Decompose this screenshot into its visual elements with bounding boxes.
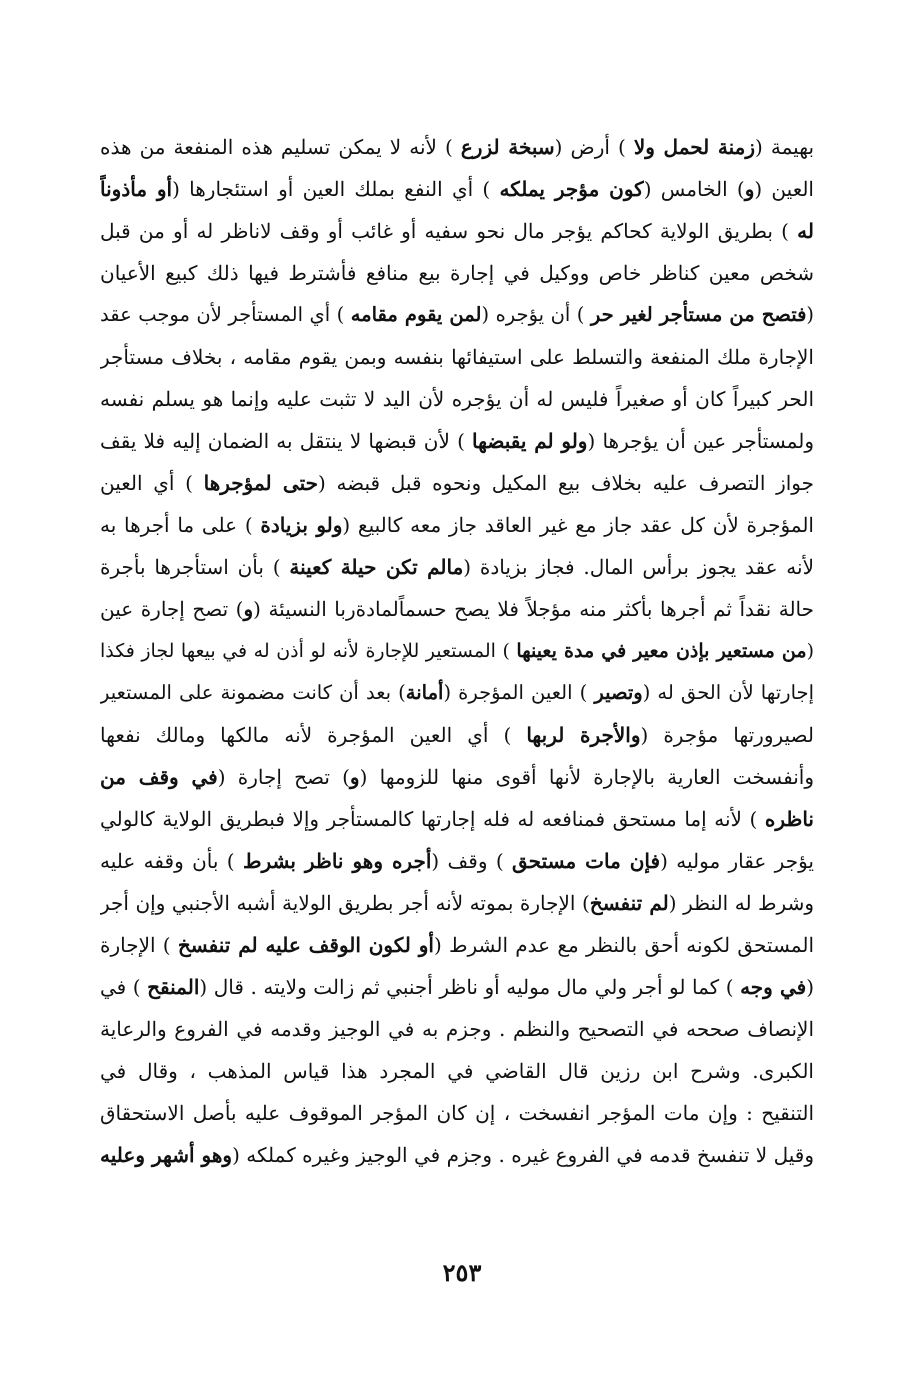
text-run: ) المستعير للإجارة لأنه لو أذن له في بيعها لجاز فكذا: [100, 640, 517, 662]
text-line: [100, 336, 814, 378]
bold-text-run: وهو أشهر وعليه: [100, 1143, 233, 1167]
text-run: ) الخامس (: [643, 177, 745, 201]
bold-text-run: في وجه: [740, 975, 807, 999]
bold-text-run: سبخة لزرع: [460, 135, 555, 159]
text-run: ) أي النفع بملك العين أو استئجارها (: [172, 177, 500, 201]
text-run: ) تصح إجارة عين: [100, 597, 244, 621]
bold-text-run: والأجرة لربها: [526, 723, 641, 747]
bold-text-run: له: [797, 219, 814, 243]
text-run: ) كما لو أجر ولي مال موليه أو ناظر أجنبي ثم زالت ولايته . قال (: [199, 975, 741, 999]
bold-text-run: أجره وهو ناظر بشرط: [242, 849, 432, 873]
text-run: لصيرورتها مؤجرة (: [640, 723, 814, 747]
text-run: ) أن يؤجره (: [481, 303, 591, 326]
text-line: [100, 798, 814, 840]
text-run: لأنه عقد يجوز برأس المال. فجاز بزيادة (: [463, 555, 814, 579]
text-line: [100, 462, 814, 504]
text-run: ) على ما أجرها به: [100, 513, 261, 537]
text-run: ) الإجارة: [100, 933, 178, 957]
text-run: الإجارة ملك المنفعة والتسلط على استيفائها بنفسه وبمن يقوم مقامه ، بخلاف مستأجر: [100, 345, 814, 369]
text-line: [100, 1050, 814, 1092]
text-run: حالة نقداً ثم أجرها بأكثر منه مؤجلاً فلا يصح حسماًلمادةربا النسيئة (: [253, 597, 814, 621]
text-run: ) لأن قبضها لا ينتقل به الضمان إليه فلا يقف: [100, 429, 473, 453]
text-run: ) بطريق الولاية كحاكم يؤجر مال نحو سفيه أو غائب أو وقف لاناظر له أو من قبل: [100, 219, 798, 243]
text-line: [100, 420, 814, 462]
bold-text-run: فتصح من مستأجر لغير حر: [590, 303, 807, 326]
text-line: [100, 210, 814, 252]
bold-text-run: لم تنفسخ: [589, 891, 669, 915]
text-line: [100, 966, 814, 1008]
text-line: [100, 1092, 814, 1134]
text-run: الكبرى. وشرح ابن رزين قال القاضي في المجرد هذا قياس المذهب ، وقال في: [100, 1059, 814, 1083]
text-run: (: [806, 303, 814, 326]
text-line: [100, 252, 814, 294]
bold-text-run: و: [243, 597, 254, 621]
bold-text-run: فإن مات مستحق: [512, 849, 661, 873]
text-run: التنقيح : وإن مات المؤجر انفسخت ، إن كان المؤجر الموقوف عليه بأصل الاستحقاق: [100, 1101, 814, 1125]
text-run: ) بأن استأجرها بأجرة: [100, 555, 290, 579]
text-run: ) لأنه إما مستحق فمنافعه له فله إجارتها كالمستأجر وإلا فبطريق الولاية كالولي: [100, 807, 765, 831]
bold-text-run: زمنة لحمل ولا: [633, 135, 756, 159]
text-run: ) بعد أن كانت مضمونة على المستعير: [100, 681, 406, 704]
text-line: [100, 672, 814, 714]
bold-text-run: كون مؤجر يملكه: [499, 177, 644, 201]
bold-text-run: أمانة: [405, 681, 444, 704]
bold-text-run: ولو بزيادة: [260, 513, 343, 537]
text-line: [100, 126, 814, 168]
bold-text-run: لمن يقوم مقامه: [350, 303, 482, 326]
text-line: [100, 756, 814, 798]
text-run: المؤجرة لأن كل عقد جاز مع غير العاقد جاز معه كالبيع (: [342, 513, 814, 537]
text-line: [100, 504, 814, 546]
text-run: ) بأن وقفه عليه: [100, 849, 243, 873]
text-run: جواز التصرف عليه بخلاف بيع المكيل ونحوه قبل قبضه (: [317, 471, 814, 495]
bold-text-run: مالم تكن حيلة كعينة: [289, 555, 464, 579]
bold-text-run: ناظره: [764, 807, 814, 831]
text-run: العين (: [754, 177, 814, 201]
text-line: [100, 546, 814, 588]
bold-text-run: و: [349, 765, 360, 789]
text-run: ) أي العين: [100, 471, 204, 495]
text-run: بهيمة (: [755, 135, 814, 159]
text-run: الحر كبيراً كان أو صغيراً فليس له أن يؤجره لأن اليد لا تثبت عليه وإنما هو يسلم نفسه: [100, 387, 814, 411]
text-run: ) تصح إجارة (: [217, 765, 350, 789]
text-line: [100, 378, 814, 420]
text-run: (: [806, 640, 814, 662]
bold-text-run: المنقح: [147, 975, 200, 999]
text-line: [100, 924, 814, 966]
text-line: [100, 294, 814, 336]
text-line: [100, 168, 814, 210]
text-run: ) أرض (: [554, 135, 634, 159]
text-line: [100, 588, 814, 630]
bold-text-run: من مستعير بإذن معير في مدة يعينها: [516, 640, 807, 662]
text-line: [100, 840, 814, 882]
text-run: يؤجر عقار موليه (: [660, 849, 814, 873]
text-run: شخص معين كناظر خاص ووكيل في إجارة بيع منافع فأشترط فيها ذلك كبيع الأعيان: [100, 261, 814, 285]
bold-text-run: حتى لمؤجرها: [203, 471, 318, 495]
text-run: ) لأنه لا يمكن تسليم هذه المنفعة من هذه: [100, 135, 461, 159]
bold-text-run: أو لكون الوقف عليه لم تنفسخ: [177, 933, 434, 957]
text-run: إجارتها لأن الحق له (: [642, 681, 814, 704]
text-run: وأنفسخت العارية بالإجارة لأنها أقوى منها للزومها (: [359, 765, 814, 789]
page-number: ٢٥٣: [442, 1258, 482, 1287]
text-run: ) أي العين المؤجرة لأنه مالكها ومالك نفعها: [100, 723, 527, 747]
text-run: ) في: [100, 975, 148, 999]
text-line: [100, 1008, 814, 1050]
text-run: المستحق لكونه أحق بالنظر مع عدم الشرط (: [433, 933, 814, 957]
text-run: (: [806, 975, 814, 999]
text-line: [100, 1134, 814, 1176]
text-line: [100, 630, 814, 672]
text-run: وشرط له النظر (: [668, 891, 814, 915]
body-text: [100, 126, 814, 1176]
text-run: ) الإجارة بموته لأنه أجر بطريق الولاية أشبه الأجنبي وإن أجر: [100, 891, 590, 915]
bold-text-run: و: [744, 177, 755, 201]
bold-text-run: أو مأذوناً: [100, 177, 173, 201]
bold-text-run: وتصير: [594, 681, 643, 704]
bold-text-run: ولو لم يقبضها: [472, 429, 588, 453]
text-run: ) وقف (: [431, 849, 512, 873]
text-run: الإنصاف صححه في التصحيح والنظم . وجزم به في الوجيز وقدمه في الفروع والرعاية: [100, 1017, 814, 1041]
text-line: [100, 882, 814, 924]
text-run: وقيل لا تنفسخ قدمه في الفروع غيره . وجزم في الوجيز وغيره كملكه (: [232, 1143, 814, 1167]
text-run: ) أي المستأجر لأن موجب عقد: [100, 303, 351, 326]
text-run: ولمستأجر عين أن يؤجرها (: [587, 429, 814, 453]
text-run: ) العين المؤجرة (: [443, 681, 595, 704]
text-line: [100, 714, 814, 756]
bold-text-run: في وقف من: [100, 765, 218, 789]
